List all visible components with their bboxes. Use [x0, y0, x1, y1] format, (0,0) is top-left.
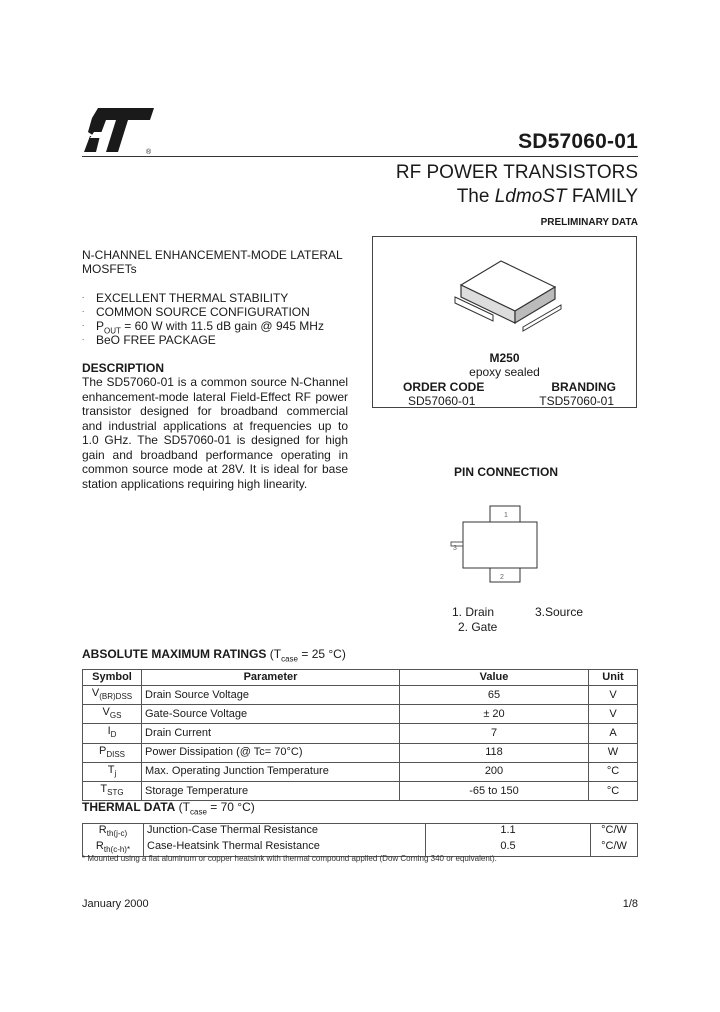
package-name: M250 [489, 351, 520, 365]
value-cell: 200 [400, 762, 589, 781]
svg-text:3: 3 [453, 545, 457, 552]
column-header: Value [400, 670, 589, 686]
value-cell: 1.1 [426, 824, 591, 841]
symbol-cell: $T_j$ [83, 762, 142, 781]
amr-title: ABSOLUTE MAXIMUM RATINGS ($T_{case} = 25$ °C) [82, 647, 346, 664]
unit-cell: °C [589, 781, 638, 800]
unit-cell: °C [589, 762, 638, 781]
order-code-label: ORDER CODE [403, 380, 485, 394]
thermal-footnote: * Mounted using a flat aluminum or copper heatsink with thermal compound applied (Dow Corning 340 or equivalent). [82, 854, 497, 863]
feature-item: . COMMON SOURCE CONFIGURATION [82, 305, 310, 319]
part-number: SD57060-01 [518, 130, 638, 153]
pin-3-label: 3.Source [535, 605, 584, 619]
unit-cell: V [589, 686, 638, 705]
intro-line2: MOSFETs [82, 262, 137, 276]
package-box [372, 236, 637, 408]
column-header: Parameter [142, 670, 400, 686]
symbol-cell: $P_{DISS}$ [83, 743, 142, 762]
amr-table [82, 669, 638, 801]
svg-text:2: 2 [500, 574, 504, 581]
description-title: DESCRIPTION [82, 361, 165, 375]
order-code: SD57060-01 [408, 394, 476, 408]
value-cell: 7 [400, 724, 589, 743]
symbol-cell: $V_{(BR)DSS}$ [83, 686, 142, 705]
description-text: The SD57060-01 is a common source N-Channel enhancement-mode lateral Field-Effect RF power transistor designed for broadband commercial and industrial applications at frequencies up to 1.0 GHz. The SD57060-01 is designed for high gain and broadband performance operating in common source mode at 28V. It is ideal for base station applications requiring high linearity. [82, 375, 348, 491]
footer-date: January 2000 [82, 898, 149, 910]
parameter-cell: Power Dissipation (@ Tc= 70°C) [142, 743, 400, 762]
symbol-cell: $V_{GS}$ [83, 705, 142, 724]
column-header: Symbol [83, 670, 142, 686]
feature-item: . BeO FREE PACKAGE [82, 333, 216, 347]
pin-diagram [450, 500, 560, 592]
value-cell: 65 [400, 686, 589, 705]
intro-line1: N-CHANNEL ENHANCEMENT-MODE LATERAL [82, 248, 343, 262]
pin-connection-title: PIN CONNECTION [454, 465, 559, 479]
preliminary-label: PRELIMINARY DATA [540, 217, 638, 228]
product-family: The LdmoST FAMILY [456, 186, 638, 207]
page-number: 1/8 [622, 898, 638, 910]
product-title: RF POWER TRANSISTORS [395, 162, 638, 183]
unit-cell: A [589, 724, 638, 743]
parameter-cell: Case-Heatsink Thermal Resistance [144, 840, 426, 857]
value-cell: 0.5 [426, 840, 591, 857]
svg-text:®: ® [146, 149, 152, 156]
table-row [83, 824, 638, 841]
unit-cell: °C/W [591, 840, 638, 857]
parameter-cell: Junction-Case Thermal Resistance [144, 824, 426, 841]
parameter-cell: Storage Temperature [142, 781, 400, 800]
table-row [83, 705, 638, 724]
value-cell: 118 [400, 743, 589, 762]
table-row [83, 743, 638, 762]
thermal-table [82, 823, 638, 857]
package-sub: epoxy sealed [469, 365, 540, 379]
package-image [453, 257, 563, 339]
unit-cell: W [589, 743, 638, 762]
header-rule [82, 156, 638, 157]
table-row [83, 724, 638, 743]
table-row [83, 762, 638, 781]
value-cell: ± 20 [400, 705, 589, 724]
st-logo [84, 106, 156, 158]
table-header-row [83, 670, 638, 686]
symbol-cell: $R_{th(c-h)*}$ [83, 840, 144, 857]
parameter-cell: Drain Current [142, 724, 400, 743]
unit-cell: °C/W [591, 824, 638, 841]
unit-cell: V [589, 705, 638, 724]
branding: TSD57060-01 [539, 394, 614, 408]
feature-item: . EXCELLENT THERMAL STABILITY [82, 291, 289, 305]
parameter-cell: Gate-Source Voltage [142, 705, 400, 724]
branding-label: BRANDING [551, 380, 616, 394]
table-row [83, 686, 638, 705]
thermal-title: THERMAL DATA ($T_{case} = 70$ °C) [82, 800, 255, 817]
column-header: Unit [589, 670, 638, 686]
feature-item: . $P_{OUT} = 60$ W with 11.5 dB gain @ 945 MHz [82, 319, 324, 336]
pin-1-label: 1. Drain [452, 605, 495, 619]
symbol-cell: $T_{STG}$ [83, 781, 142, 800]
parameter-cell: Max. Operating Junction Temperature [142, 762, 400, 781]
parameter-cell: Drain Source Voltage [142, 686, 400, 705]
value-cell: -65 to 150 [400, 781, 589, 800]
table-row [83, 781, 638, 800]
symbol-cell: $I_D$ [83, 724, 142, 743]
svg-text:1: 1 [504, 512, 508, 519]
symbol-cell: $R_{th(j-c)}$ [83, 824, 144, 841]
pin-2-label: 2. Gate [458, 620, 498, 634]
